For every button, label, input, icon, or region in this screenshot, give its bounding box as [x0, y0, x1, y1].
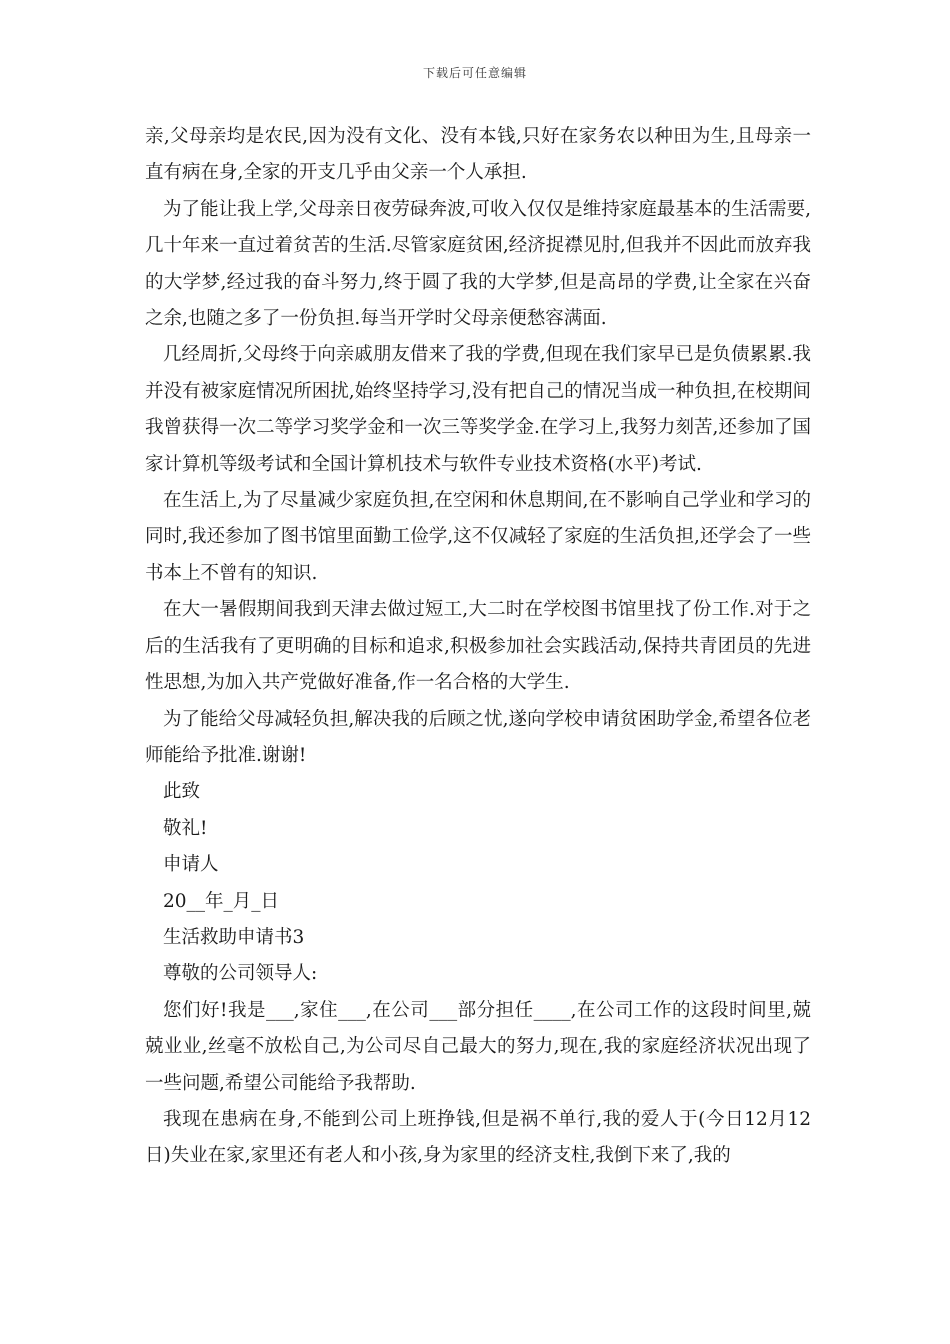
closing-regards: 敬礼! [163, 817, 208, 839]
paragraph: 您们好!我是___,家住___,在公司___部分担任____,在公司工作的这段时间里,兢兢业业,丝毫不放松自己,为公司尽自己最大的努力,现在,我的家庭经济状况出现了一些问题,希望公司能给予我帮助. [145, 999, 811, 1094]
date-line: 20__年_月_日 [163, 890, 280, 912]
section-title: 生活救助申请书3 [163, 926, 305, 948]
paragraph: 在生活上,为了尽量减少家庭负担,在空闲和休息期间,在不影响自己学业和学习的同时,我还参加了图书馆里面勤工俭学,这不仅减轻了家庭的生活负担,还学会了一些书本上不曾有的知识. [145, 490, 811, 584]
paragraph: 几经周折,父母终于向亲戚朋友借来了我的学费,但现在我们家早已是负债累累.我并没有被家庭情况所困扰,始终坚持学习,没有把自己的情况当成一种负担,在校期间我曾获得一次二等学习奖学金和一次三等奖学金.在学习上,我努力刻苦,还参加了国家计算机等级考试和全国计算机技术与软件专业技术资格(水平)考试. [145, 344, 811, 475]
paragraph: 我现在患病在身,不能到公司上班挣钱,但是祸不单行,我的爱人于(今日12月12日)失业在家,家里还有老人和小孩,身为家里的经济支柱,我倒下来了,我的 [145, 1108, 811, 1167]
paragraph: 亲,父母亲均是农民,因为没有文化、没有本钱,只好在家务农以种田为生,且母亲一直有病在身,全家的开支几乎由父亲一个人承担. [145, 126, 811, 184]
paragraph: 在大一暑假期间我到天津去做过短工,大二时在学校图书馆里找了份工作.对于之后的生活我有了更明确的目标和追求,积极参加社会实践活动,保持共青团员的先进性思想,为加入共产党做好准备,作一名合格的大学生. [145, 599, 811, 694]
applicant-label: 申请人 [163, 854, 219, 876]
page-header: 下载后可任意编辑 [422, 66, 527, 80]
paragraph: 为了能给父母减轻负担,解决我的后顾之忧,遂向学校申请贫困助学金,希望各位老师能给予批准.谢谢! [145, 708, 811, 766]
closing-salutation: 此致 [163, 781, 201, 803]
document-body [145, 119, 811, 1175]
paragraph: 为了能让我上学,父母亲日夜劳碌奔波,可收入仅仅是维持家庭最基本的生活需要,几十年来一直过着贫苦的生活.尽管家庭贫困,经济捉襟见肘,但我并不因此而放弃我的大学梦,经过我的奋斗努力,终于圆了我的大学梦,但是高昂的学费,让全家在兴奋之余,也随之多了一份负担.每当开学时父母亲便愁容满面. [145, 198, 811, 330]
greeting: 尊敬的公司领导人: [163, 963, 318, 985]
